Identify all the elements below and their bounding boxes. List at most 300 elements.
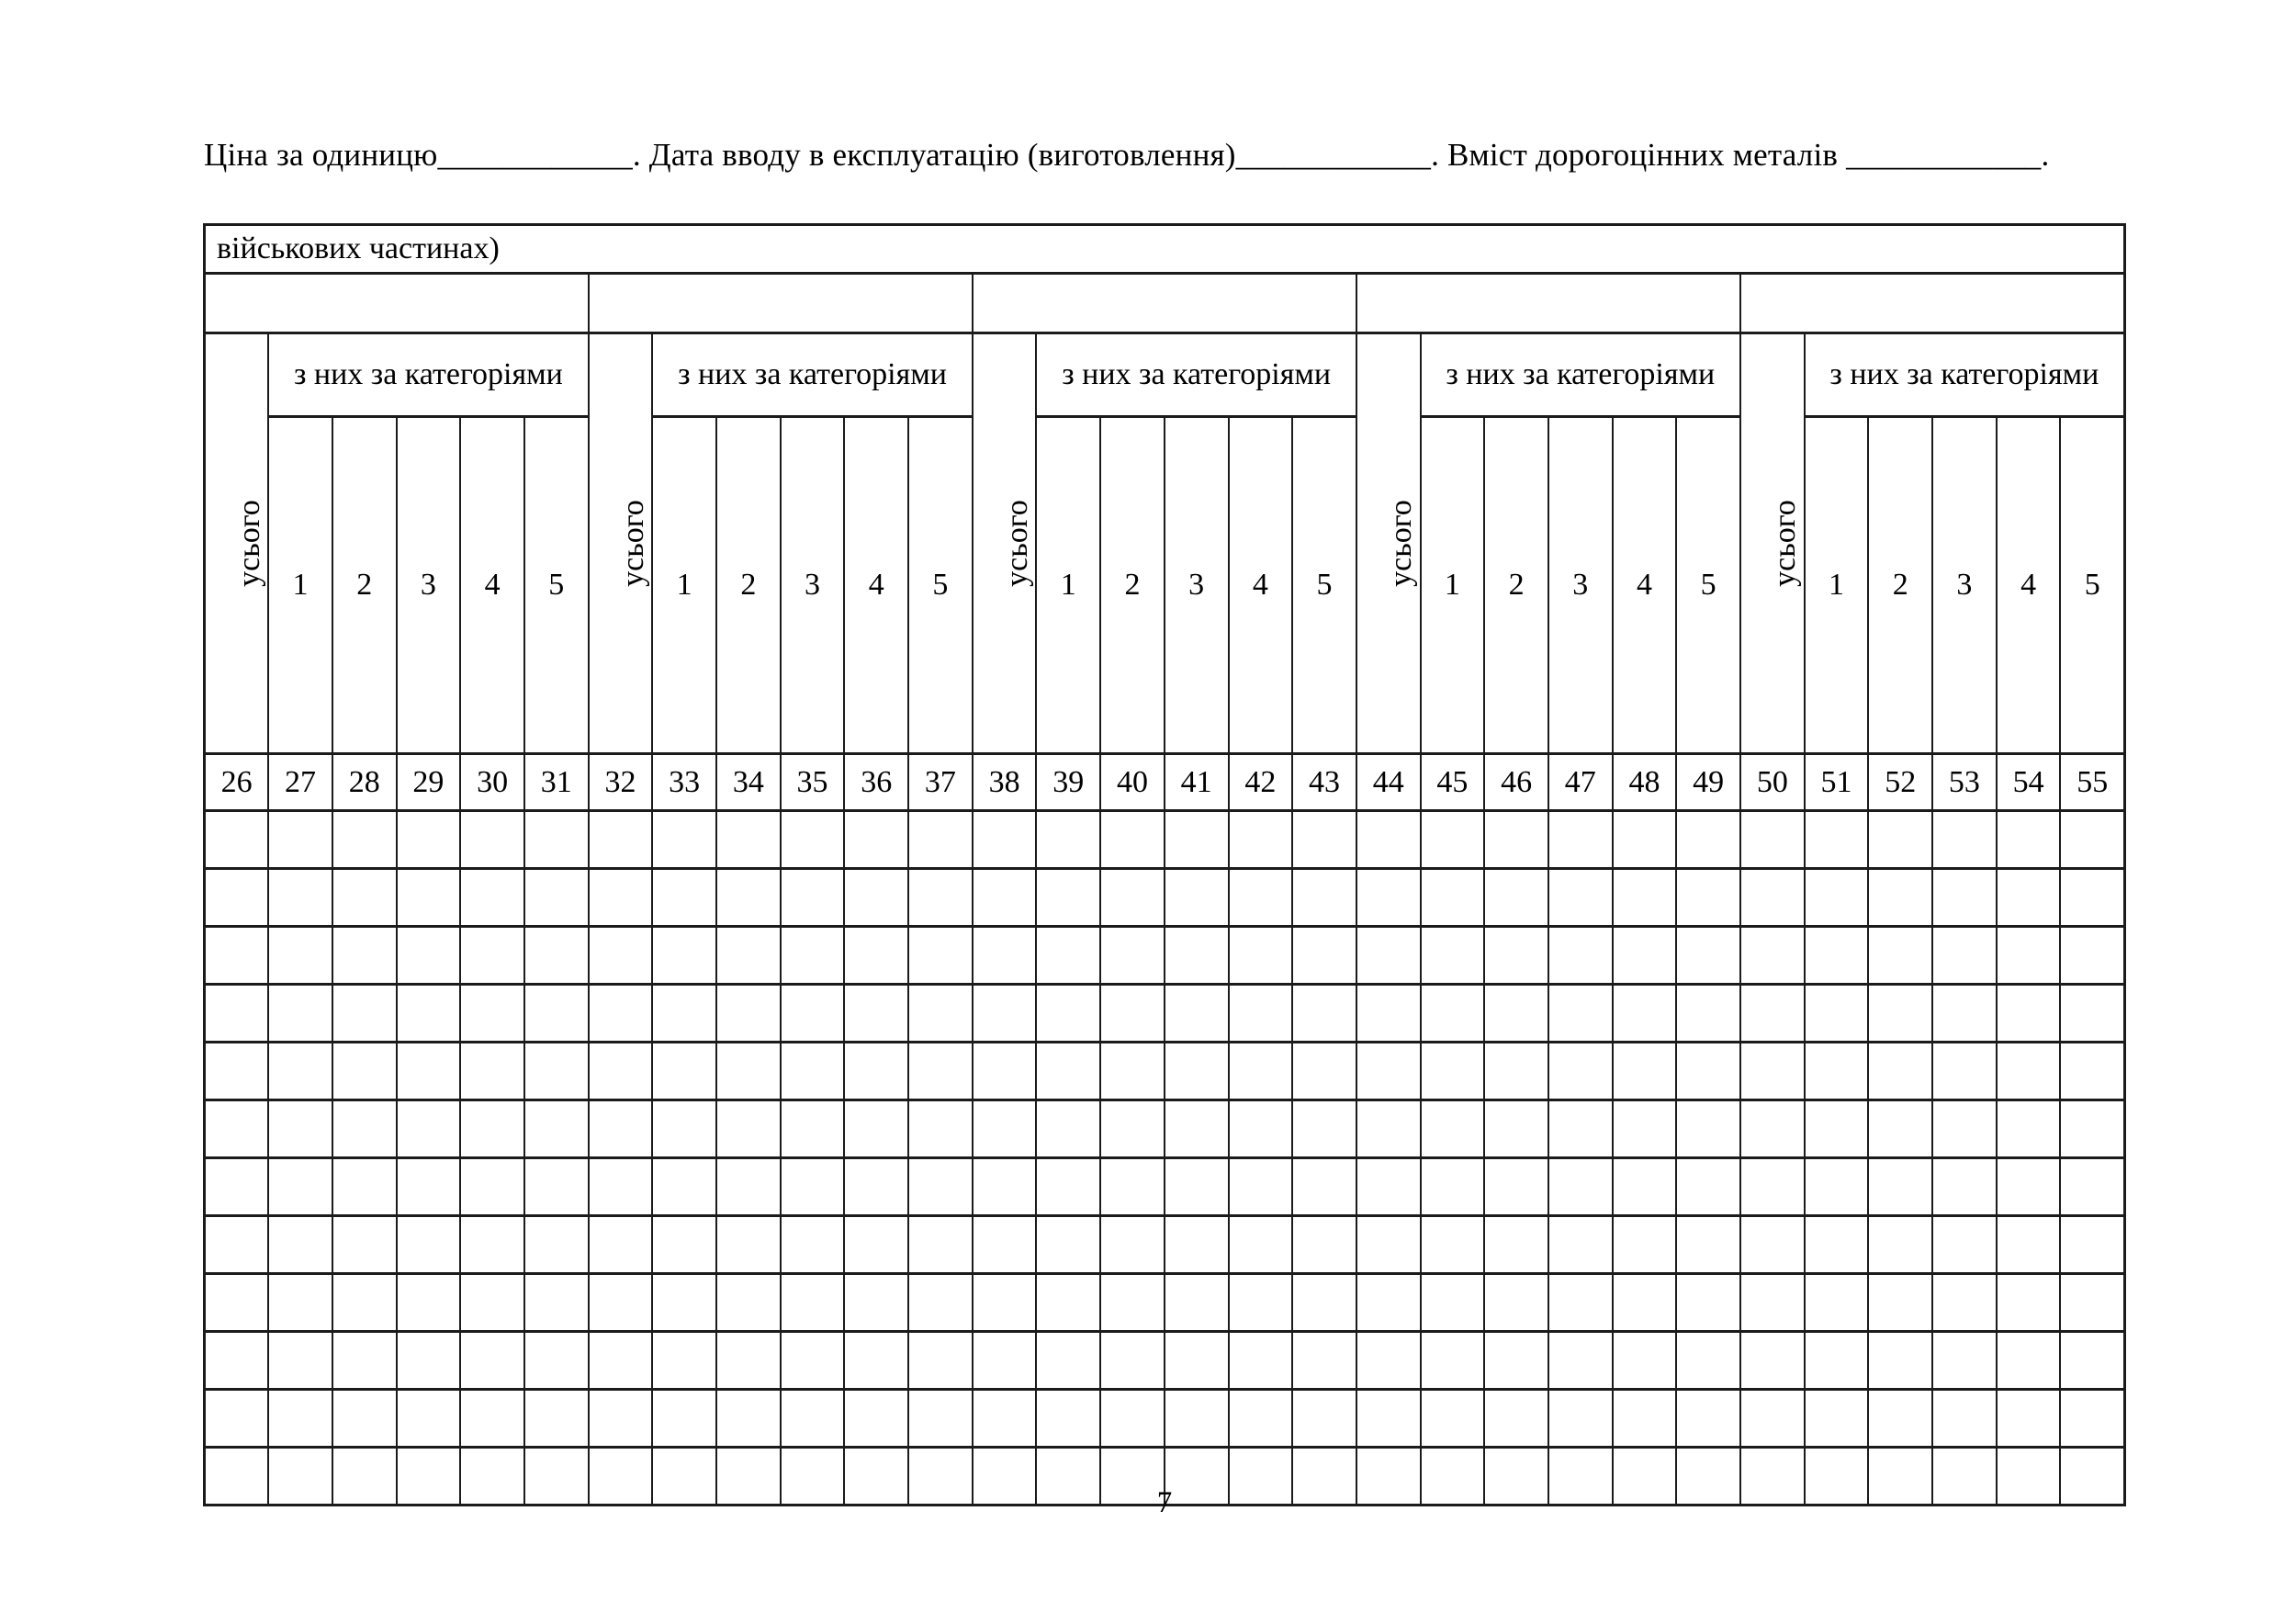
category-number-cell: 3 — [397, 417, 461, 754]
category-number-cell: 1 — [652, 417, 716, 754]
empty-data-cell — [716, 1043, 781, 1100]
empty-data-cell — [1484, 927, 1548, 985]
empty-data-cell — [524, 1216, 589, 1274]
empty-data-cell — [2060, 1158, 2124, 1216]
empty-data-cell — [1676, 1043, 1740, 1100]
empty-data-cell — [1356, 1043, 1421, 1100]
empty-data-cell — [524, 1043, 589, 1100]
empty-data-cell — [1676, 1100, 1740, 1158]
empty-data-cell — [1165, 985, 1229, 1043]
empty-data-cell — [1036, 1100, 1100, 1158]
total-column-header — [973, 333, 1037, 754]
empty-data-cell — [1676, 1332, 1740, 1390]
empty-data-cell — [589, 1216, 653, 1274]
empty-data-cell — [844, 927, 908, 985]
table-row — [205, 985, 2125, 1043]
empty-data-cell — [1292, 1390, 1356, 1448]
empty-data-cell — [1932, 811, 1997, 869]
table-title-row — [205, 225, 2125, 274]
empty-data-cell — [1740, 869, 1805, 927]
empty-data-cell — [1036, 985, 1100, 1043]
empty-data-cell — [1740, 811, 1805, 869]
empty-data-cell — [1100, 985, 1165, 1043]
empty-data-cell — [781, 1100, 845, 1158]
empty-data-cell — [908, 1274, 973, 1332]
empty-data-cell — [1100, 1216, 1165, 1274]
empty-data-cell — [397, 985, 461, 1043]
empty-data-cell — [1036, 869, 1100, 927]
category-number-cell: 2 — [716, 417, 781, 754]
column-number-cell: 44 — [1356, 754, 1421, 811]
column-number-cell: 50 — [1740, 754, 1805, 811]
empty-data-cell — [1421, 1158, 1485, 1216]
empty-data-cell — [1036, 1158, 1100, 1216]
empty-data-cell — [1868, 1100, 1932, 1158]
empty-data-cell — [332, 1216, 397, 1274]
empty-data-cell — [1165, 1216, 1229, 1274]
empty-data-cell — [652, 927, 716, 985]
empty-data-cell — [1548, 985, 1613, 1043]
empty-data-cell — [1932, 1332, 1997, 1390]
empty-data-cell — [268, 1390, 332, 1448]
empty-data-cell — [2060, 985, 2124, 1043]
empty-data-cell — [397, 1043, 461, 1100]
empty-data-cell — [268, 1332, 332, 1390]
empty-data-cell — [1548, 1274, 1613, 1332]
empty-data-cell — [524, 869, 589, 927]
empty-data-cell — [1229, 1274, 1293, 1332]
empty-data-cell — [397, 1274, 461, 1332]
empty-data-cell — [973, 1332, 1037, 1390]
empty-data-cell — [2060, 1274, 2124, 1332]
table-row — [205, 869, 2125, 927]
empty-data-cell — [205, 985, 269, 1043]
category-number-cell: 1 — [268, 417, 332, 754]
column-number-cell: 39 — [1036, 754, 1100, 811]
total-column-header — [589, 333, 653, 754]
categories-header: з них за категоріями — [1036, 333, 1356, 417]
empty-data-cell — [1356, 1158, 1421, 1216]
column-number-cell: 45 — [1421, 754, 1485, 811]
empty-data-cell — [844, 985, 908, 1043]
empty-data-cell — [973, 1216, 1037, 1274]
empty-data-cell — [1613, 985, 1677, 1043]
empty-data-cell — [205, 1274, 269, 1332]
empty-data-cell — [205, 1332, 269, 1390]
category-number-cell: 2 — [332, 417, 397, 754]
empty-data-cell — [1805, 1216, 1869, 1274]
column-number-cell: 47 — [1548, 754, 1613, 811]
empty-data-cell — [781, 1274, 845, 1332]
total-column-header — [1356, 333, 1421, 754]
empty-data-cell — [268, 1274, 332, 1332]
empty-data-cell — [1613, 1390, 1677, 1448]
empty-data-cell — [1740, 1100, 1805, 1158]
empty-data-cell — [844, 1100, 908, 1158]
empty-data-cell — [1997, 1332, 2061, 1390]
empty-data-cell — [268, 811, 332, 869]
empty-data-cell — [1613, 1100, 1677, 1158]
empty-data-cell — [1229, 1390, 1293, 1448]
category-number-cell: 5 — [524, 417, 589, 754]
empty-data-cell — [589, 1100, 653, 1158]
empty-data-cell — [1036, 1216, 1100, 1274]
empty-data-cell — [1484, 1332, 1548, 1390]
empty-data-cell — [524, 811, 589, 869]
column-number-cell: 49 — [1676, 754, 1740, 811]
empty-data-cell — [1997, 1216, 2061, 1274]
empty-data-cell — [1165, 1158, 1229, 1216]
category-number-cell: 4 — [1613, 417, 1677, 754]
empty-data-cell — [1356, 985, 1421, 1043]
empty-data-cell — [908, 927, 973, 985]
table-title-cell: військових частинах) — [205, 225, 2125, 274]
empty-data-cell — [397, 869, 461, 927]
empty-data-cell — [205, 1158, 269, 1216]
empty-data-cell — [1484, 1390, 1548, 1448]
column-number-cell: 51 — [1805, 754, 1869, 811]
table-row — [205, 1390, 2125, 1448]
empty-data-cell — [844, 811, 908, 869]
empty-data-cell — [1676, 1216, 1740, 1274]
empty-data-cell — [973, 811, 1037, 869]
empty-data-cell — [1740, 1216, 1805, 1274]
empty-data-cell — [1292, 1216, 1356, 1274]
empty-data-cell — [1676, 1274, 1740, 1332]
empty-data-cell — [844, 1158, 908, 1216]
column-number-cell: 29 — [397, 754, 461, 811]
empty-data-cell — [1805, 869, 1869, 927]
empty-data-cell — [1356, 1332, 1421, 1390]
empty-data-cell — [908, 869, 973, 927]
empty-data-cell — [1165, 927, 1229, 985]
empty-data-cell — [1932, 1216, 1997, 1274]
page-number: 7 — [1156, 1486, 1173, 1519]
empty-data-cell — [524, 985, 589, 1043]
empty-data-cell — [1868, 1043, 1932, 1100]
group-spacer-row — [205, 274, 2125, 333]
empty-data-cell — [1292, 927, 1356, 985]
empty-data-cell — [1613, 1332, 1677, 1390]
empty-data-cell — [460, 1332, 524, 1390]
category-number-cell: 2 — [1484, 417, 1548, 754]
empty-data-cell — [1229, 985, 1293, 1043]
empty-data-cell — [524, 1274, 589, 1332]
column-number-cell: 38 — [973, 754, 1037, 811]
column-number-cell: 40 — [1100, 754, 1165, 811]
empty-data-cell — [1548, 1390, 1613, 1448]
empty-data-cell — [1997, 927, 2061, 985]
empty-data-cell — [1548, 1043, 1613, 1100]
empty-data-cell — [460, 985, 524, 1043]
empty-data-cell — [460, 927, 524, 985]
column-number-cell: 55 — [2060, 754, 2124, 811]
table-row — [205, 1216, 2125, 1274]
empty-data-cell — [1421, 1216, 1485, 1274]
empty-data-cell — [1868, 869, 1932, 927]
empty-data-cell — [1613, 869, 1677, 927]
empty-data-cell — [460, 1274, 524, 1332]
empty-data-cell — [1165, 1390, 1229, 1448]
empty-data-cell — [908, 1100, 973, 1158]
empty-data-cell — [1932, 1158, 1997, 1216]
table-row — [205, 1158, 2125, 1216]
empty-data-cell — [268, 985, 332, 1043]
empty-data-cell — [1740, 1390, 1805, 1448]
empty-data-cell — [524, 1332, 589, 1390]
empty-data-cell — [1997, 1274, 2061, 1332]
category-number-cell: 3 — [781, 417, 845, 754]
empty-data-cell — [1805, 1158, 1869, 1216]
empty-data-cell — [973, 1043, 1037, 1100]
empty-data-cell — [1868, 1274, 1932, 1332]
empty-data-cell — [589, 869, 653, 927]
empty-data-cell — [1676, 811, 1740, 869]
empty-data-cell — [268, 1043, 332, 1100]
column-number-cell: 35 — [781, 754, 845, 811]
empty-data-cell — [589, 811, 653, 869]
empty-data-cell — [908, 1332, 973, 1390]
total-label-vertical: усього — [1767, 500, 1802, 587]
empty-data-cell — [1229, 1158, 1293, 1216]
empty-data-cell — [908, 811, 973, 869]
empty-data-cell — [1932, 1100, 1997, 1158]
column-number-cell: 37 — [908, 754, 973, 811]
empty-data-cell — [2060, 1100, 2124, 1158]
empty-data-cell — [2060, 1332, 2124, 1390]
empty-data-cell — [973, 1274, 1037, 1332]
empty-data-cell — [781, 1332, 845, 1390]
empty-data-cell — [973, 1100, 1037, 1158]
empty-data-cell — [1805, 927, 1869, 985]
empty-data-cell — [1868, 1332, 1932, 1390]
empty-data-cell — [1229, 1332, 1293, 1390]
empty-data-cell — [1229, 1043, 1293, 1100]
empty-data-cell — [1292, 1158, 1356, 1216]
categories-header: з них за категоріями — [268, 333, 588, 417]
empty-data-cell — [1165, 1274, 1229, 1332]
empty-data-cell — [1676, 869, 1740, 927]
empty-data-cell — [1548, 811, 1613, 869]
empty-data-cell — [397, 1158, 461, 1216]
empty-data-cell — [1484, 1216, 1548, 1274]
empty-data-cell — [524, 927, 589, 985]
empty-data-cell — [1548, 927, 1613, 985]
empty-data-cell — [1100, 1274, 1165, 1332]
empty-data-cell — [524, 1390, 589, 1448]
empty-data-cell — [460, 811, 524, 869]
empty-data-cell — [652, 1390, 716, 1448]
empty-data-cell — [397, 927, 461, 985]
empty-data-cell — [1805, 1332, 1869, 1390]
empty-data-cell — [1932, 1390, 1997, 1448]
empty-data-cell — [2060, 869, 2124, 927]
empty-data-cell — [1036, 1043, 1100, 1100]
column-number-cell: 28 — [332, 754, 397, 811]
empty-data-cell — [1613, 811, 1677, 869]
empty-data-cell — [652, 1158, 716, 1216]
group-spacer-cell — [205, 274, 589, 333]
empty-data-cell — [397, 1332, 461, 1390]
empty-data-cell — [1100, 811, 1165, 869]
table-row — [205, 1332, 2125, 1390]
empty-data-cell — [908, 985, 973, 1043]
empty-data-cell — [1740, 1274, 1805, 1332]
empty-data-cell — [781, 1043, 845, 1100]
empty-data-cell — [1676, 927, 1740, 985]
empty-data-cell — [397, 811, 461, 869]
empty-data-cell — [716, 1332, 781, 1390]
empty-data-cell — [1484, 985, 1548, 1043]
empty-data-cell — [1165, 1100, 1229, 1158]
empty-data-cell — [716, 811, 781, 869]
empty-data-cell — [1356, 869, 1421, 927]
empty-data-cell — [1421, 1100, 1485, 1158]
empty-data-cell — [268, 1158, 332, 1216]
empty-data-cell — [1484, 1274, 1548, 1332]
empty-data-cell — [781, 985, 845, 1043]
column-number-cell: 26 — [205, 754, 269, 811]
empty-data-cell — [1356, 811, 1421, 869]
empty-data-cell — [1100, 1332, 1165, 1390]
empty-data-cell — [332, 811, 397, 869]
empty-data-cell — [1613, 1043, 1677, 1100]
empty-data-cell — [1868, 927, 1932, 985]
empty-data-cell — [716, 1100, 781, 1158]
empty-data-cell — [268, 1216, 332, 1274]
empty-data-cell — [1356, 927, 1421, 985]
empty-data-cell — [1932, 869, 1997, 927]
category-number-cell: 5 — [1676, 417, 1740, 754]
empty-data-cell — [716, 927, 781, 985]
table-row — [205, 1274, 2125, 1332]
column-number-cell: 48 — [1613, 754, 1677, 811]
empty-data-cell — [908, 1158, 973, 1216]
empty-data-cell — [844, 1043, 908, 1100]
empty-data-cell — [1100, 1390, 1165, 1448]
category-number-cell: 5 — [908, 417, 973, 754]
empty-data-cell — [1805, 1274, 1869, 1332]
empty-data-cell — [1932, 927, 1997, 985]
empty-data-cell — [1740, 1332, 1805, 1390]
empty-data-cell — [524, 1100, 589, 1158]
empty-data-cell — [1292, 1332, 1356, 1390]
empty-data-cell — [1292, 869, 1356, 927]
empty-data-cell — [652, 811, 716, 869]
empty-data-cell — [332, 1332, 397, 1390]
empty-data-cell — [268, 869, 332, 927]
empty-data-cell — [589, 927, 653, 985]
empty-data-cell — [1356, 1216, 1421, 1274]
empty-data-cell — [1676, 1158, 1740, 1216]
empty-data-cell — [781, 927, 845, 985]
total-column-header — [205, 333, 269, 754]
empty-data-cell — [2060, 927, 2124, 985]
empty-data-cell — [1421, 1332, 1485, 1390]
empty-data-cell — [332, 927, 397, 985]
empty-data-cell — [1100, 1100, 1165, 1158]
empty-data-cell — [205, 1043, 269, 1100]
empty-data-cell — [1613, 1216, 1677, 1274]
table-row — [205, 1100, 2125, 1158]
category-number-cell: 4 — [1229, 417, 1293, 754]
empty-data-cell — [589, 1274, 653, 1332]
empty-data-cell — [973, 1158, 1037, 1216]
column-number-cell: 30 — [460, 754, 524, 811]
empty-data-cell — [1932, 1043, 1997, 1100]
empty-data-cell — [1868, 1390, 1932, 1448]
empty-data-cell — [460, 869, 524, 927]
empty-data-cell — [1036, 927, 1100, 985]
empty-data-cell — [589, 1158, 653, 1216]
empty-data-cell — [1997, 869, 2061, 927]
group-spacer-cell — [1356, 274, 1740, 333]
column-number-cell: 54 — [1997, 754, 2061, 811]
empty-data-cell — [1292, 985, 1356, 1043]
empty-data-cell — [1740, 1043, 1805, 1100]
column-number-cell: 52 — [1868, 754, 1932, 811]
empty-data-cell — [716, 1390, 781, 1448]
empty-data-cell — [1548, 869, 1613, 927]
empty-data-cell — [652, 1100, 716, 1158]
empty-data-cell — [332, 985, 397, 1043]
empty-data-cell — [1229, 811, 1293, 869]
empty-data-cell — [1292, 1100, 1356, 1158]
empty-data-cell — [268, 927, 332, 985]
table-row — [205, 811, 2125, 869]
column-number-cell: 32 — [589, 754, 653, 811]
empty-data-cell — [205, 1100, 269, 1158]
empty-data-cell — [973, 927, 1037, 985]
category-number-cell: 5 — [2060, 417, 2124, 754]
empty-data-cell — [908, 1390, 973, 1448]
category-number-cell: 5 — [1292, 417, 1356, 754]
empty-data-cell — [332, 1100, 397, 1158]
empty-data-cell — [1356, 1274, 1421, 1332]
empty-data-cell — [1805, 1100, 1869, 1158]
empty-data-cell — [1229, 927, 1293, 985]
inventory-table — [203, 223, 2126, 1506]
column-number-cell: 42 — [1229, 754, 1293, 811]
empty-data-cell — [589, 985, 653, 1043]
category-number-cell: 3 — [1932, 417, 1997, 754]
empty-data-cell — [205, 1390, 269, 1448]
group-spacer-cell — [589, 274, 973, 333]
category-number-cell: 2 — [1100, 417, 1165, 754]
empty-data-cell — [524, 1158, 589, 1216]
empty-data-cell — [716, 1158, 781, 1216]
total-column-header — [1740, 333, 1805, 754]
empty-data-cell — [1932, 985, 1997, 1043]
empty-data-cell — [844, 1274, 908, 1332]
empty-data-cell — [1100, 1043, 1165, 1100]
column-number-cell: 33 — [652, 754, 716, 811]
empty-data-cell — [1484, 1043, 1548, 1100]
empty-data-cell — [1165, 1332, 1229, 1390]
column-number-cell: 36 — [844, 754, 908, 811]
empty-data-cell — [1805, 1390, 1869, 1448]
empty-data-cell — [1036, 1332, 1100, 1390]
total-label-vertical: усього — [1383, 500, 1418, 587]
empty-data-cell — [1421, 985, 1485, 1043]
empty-data-cell — [268, 1100, 332, 1158]
category-number-cell: 3 — [1165, 417, 1229, 754]
empty-data-cell — [205, 811, 269, 869]
category-number-cell: 4 — [1997, 417, 2061, 754]
empty-data-cell — [1036, 1274, 1100, 1332]
empty-data-cell — [589, 1043, 653, 1100]
total-label-vertical: усього — [615, 500, 650, 587]
